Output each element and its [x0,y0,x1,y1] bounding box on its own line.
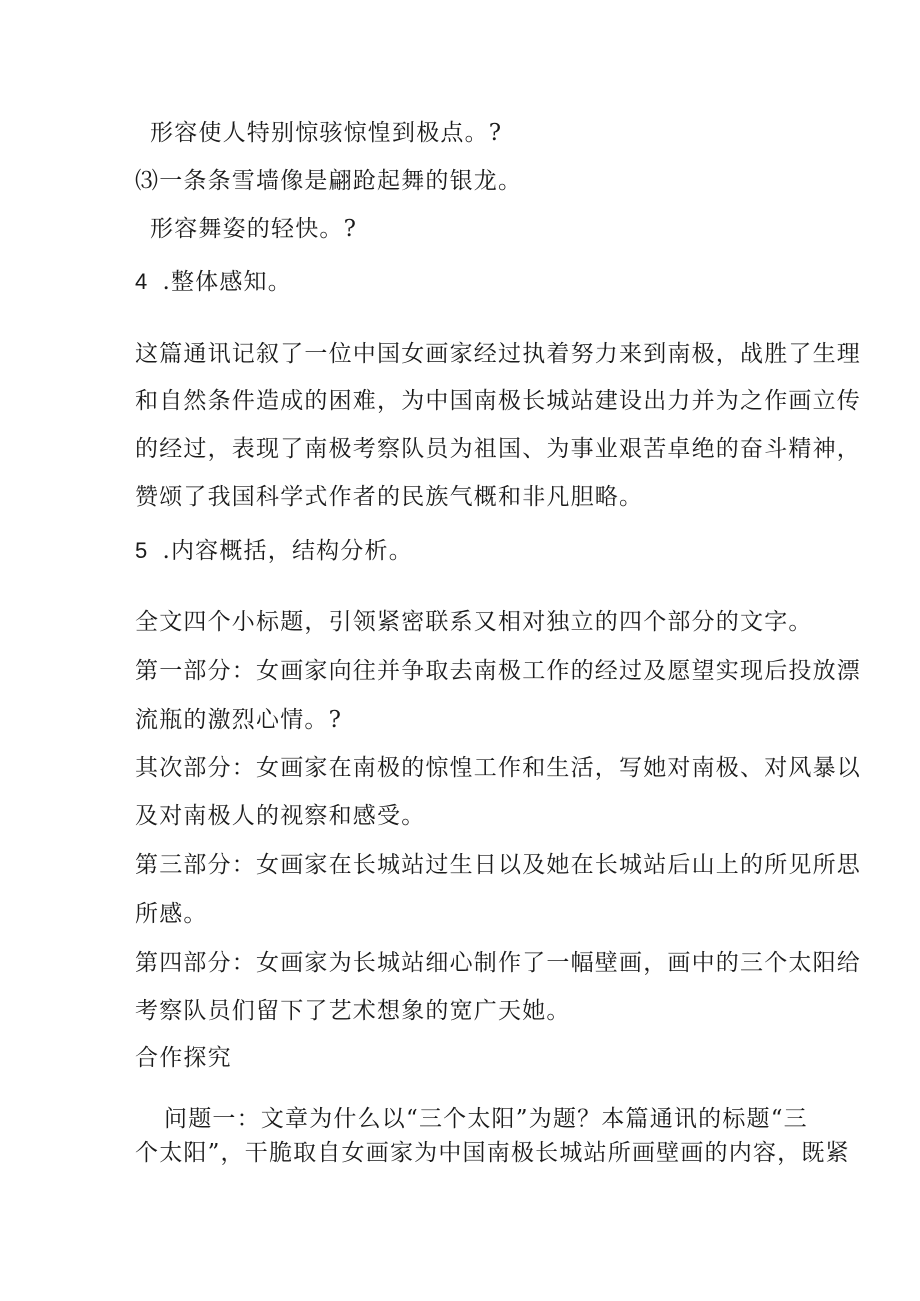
text-line: 全文四个小标题，引领紧密联系又相对独立的四个部分的文字。 [135,609,813,635]
section-title: .整体感知。 [162,269,292,295]
text-line: 赞颂了我国科学式作者的民族气概和非凡胆略。 [135,484,644,510]
text-line: 形容使人特别惊骇惊惶到极点。? [150,120,503,146]
subheading: 合作探究 [135,1045,232,1071]
text-line: 及对南极人的视察和感受。 [135,803,426,829]
text-line: 流瓶的激烈心情。? [135,707,343,733]
text-line: 和自然条件造成的困难，为中国南极长城站建设出力并为之作画立传 [135,388,861,414]
text-line: 问题一：文章为什么以“三个太阳”为题？本篇通讯的标题“三 [164,1106,808,1132]
text-line: ⑶一条条雪墙像是翩跄起舞的银龙。 [135,168,523,194]
text-line: 第一部分：女画家向往并争取去南极工作的经过及愿望实现后投放漂 [135,658,861,684]
text-line: 这篇通讯记叙了一位中国女画家经过执着努力来到南极，战胜了生理 [135,341,861,367]
text-line: 所感。 [135,901,208,927]
text-line: 第三部分：女画家在长城站过生日以及她在长城站后山上的所见所思 [135,852,861,878]
section-number: 5 [135,538,149,563]
section-number: 4 [135,269,149,294]
text-line: 个太阳”，干脆取自女画家为中国南极长城站所画壁画的内容，既紧 [135,1140,850,1166]
text-line: 考察队员们留下了艺术想象的宽广天她。 [135,998,571,1024]
section-heading [135,536,413,566]
text-line: 形容舞姿的轻快。? [150,216,358,242]
text-line: 第四部分：女画家为长城站细心制作了一幅壁画，画中的三个太阳给 [135,950,861,976]
text-line: 其次部分：女画家在南极的惊惶工作和生活，写她对南极、对风暴以 [135,755,861,781]
section-heading [135,267,292,297]
text-line: 的经过，表现了南极考察队员为祖国、为事业艰苦卓绝的奋斗精神， [135,436,861,462]
section-title: .内容概括，结构分析。 [162,538,413,564]
